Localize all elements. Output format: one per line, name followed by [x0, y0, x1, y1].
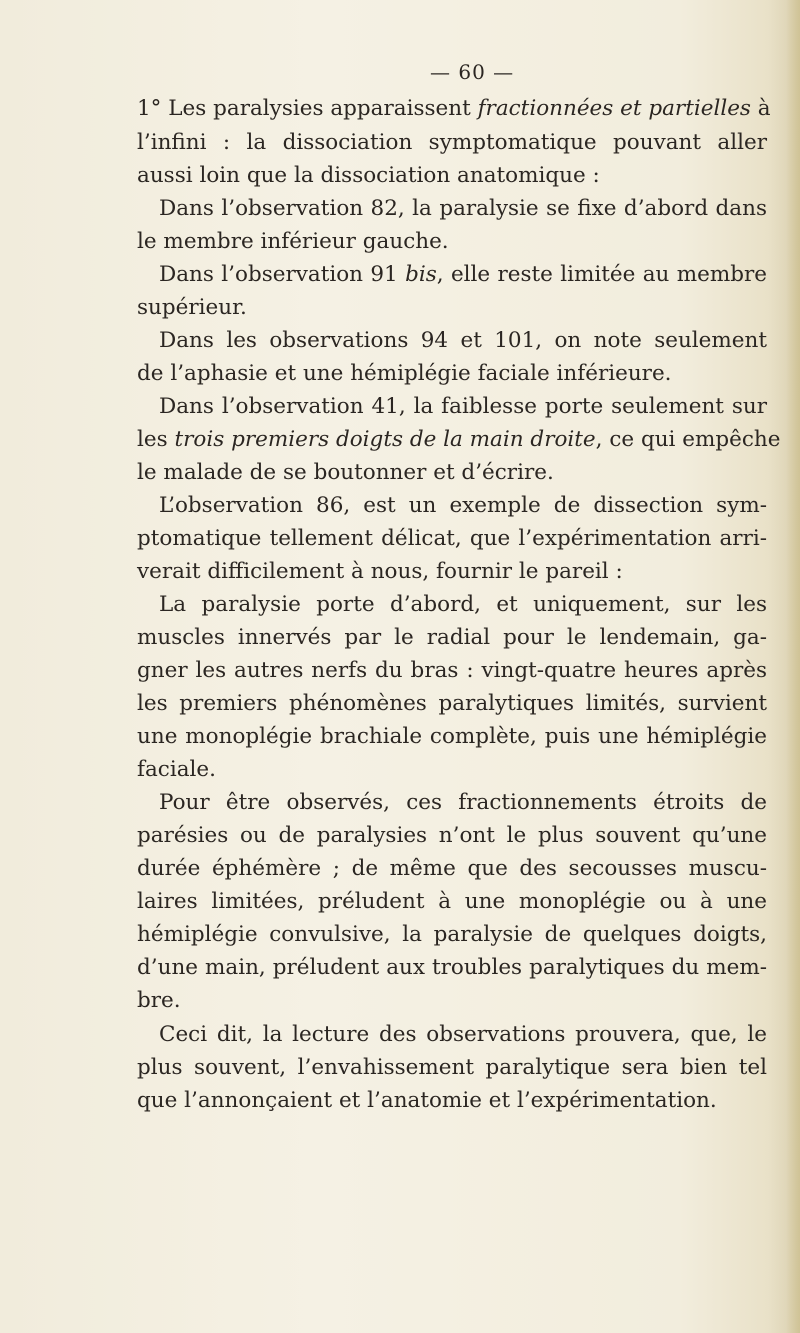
text-line: les premiers phénomènes paralytiques limités, survient — [137, 691, 767, 716]
text-line: de l’aphasie et une hémiplégie faciale inférieure. — [137, 361, 672, 386]
text-line: supérieur. — [137, 295, 247, 320]
page-edge-shadow — [786, 0, 800, 1333]
text-line: que l’annonçaient et l’anatomie et l’expérimentation. — [137, 1088, 717, 1113]
text-line: ptomatique tellement délicat, que l’expérimentation arri- — [137, 526, 767, 551]
text-line: Dans l’observation 41, la faiblesse porte seulement sur — [159, 394, 767, 419]
text-line: La paralysie porte d’abord, et uniquement, sur les — [159, 592, 767, 617]
text-line: verait difficilement à nous, fournir le pareil : — [137, 559, 623, 584]
text-line: les trois premiers doigts de la main droite, ce qui empêche — [137, 427, 781, 452]
text-line: muscles innervés par le radial pour le lendemain, ga- — [137, 625, 767, 650]
text-line: laires limitées, préludent à une monoplégie ou à une — [137, 889, 767, 914]
page-number: — 60 — — [430, 60, 515, 84]
text-line: Dans les observations 94 et 101, on note seulement — [159, 328, 767, 353]
text-line: durée éphémère ; de même que des secousses muscu- — [137, 856, 767, 881]
text-line: bre. — [137, 988, 181, 1013]
text-line: Dans l’observation 91 bis, elle reste limitée au membre — [159, 262, 767, 287]
text-line: Dans l’observation 82, la paralysie se fixe d’abord dans — [159, 196, 767, 221]
text-line: L’observation 86, est un exemple de dissection sym- — [159, 493, 767, 518]
text-line: aussi loin que la dissociation anatomique : — [137, 163, 600, 188]
text-line: Pour être observés, ces fractionnements étroits de — [159, 790, 767, 815]
text-line: d’une main, préludent aux troubles paralytiques du mem- — [137, 955, 767, 980]
text-line: hémiplégie convulsive, la paralysie de quelques doigts, — [137, 922, 767, 947]
text-line: l’infini : la dissociation symptomatique pouvant aller — [137, 130, 767, 155]
text-line: une monoplégie brachiale complète, puis une hémiplégie — [137, 724, 767, 749]
text-line: le membre inférieur gauche. — [137, 229, 449, 254]
text-line: 1° Les paralysies apparaissent fractionnées et partielles à — [137, 96, 771, 121]
text-line: faciale. — [137, 757, 216, 782]
text-line: parésies ou de paralysies n’ont le plus souvent qu’une — [137, 823, 767, 848]
text-line: le malade de se boutonner et d’écrire. — [137, 460, 554, 485]
text-line: gner les autres nerfs du bras : vingt-quatre heures après — [137, 658, 767, 683]
text-line: Ceci dit, la lecture des observations prouvera, que, le — [159, 1022, 767, 1047]
text-line: plus souvent, l’envahissement paralytique sera bien tel — [137, 1055, 767, 1080]
